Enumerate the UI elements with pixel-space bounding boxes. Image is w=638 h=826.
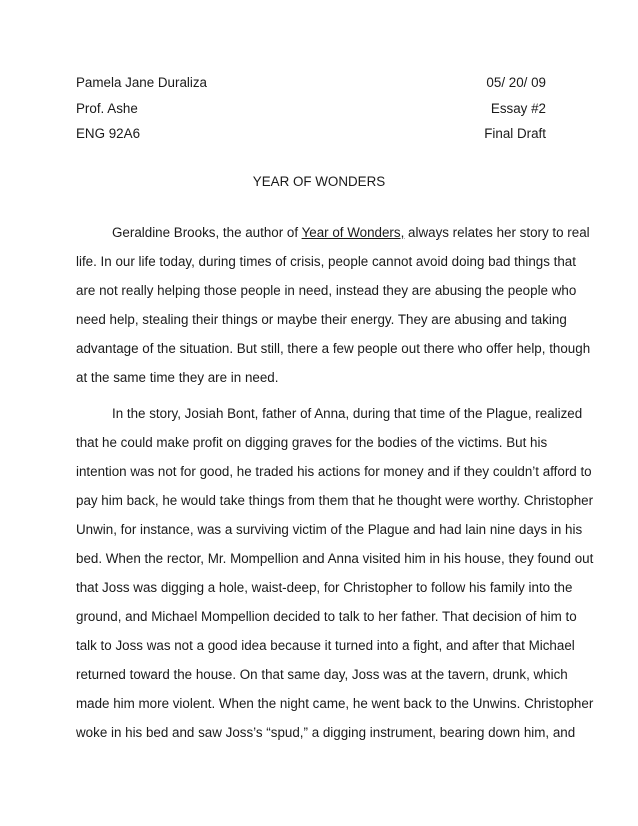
paragraph-line: made him more violent. When the night came, he went back to the Unwins. Christopher [76,696,594,711]
paragraph-line: talk to Joss was not a good idea because it turned into a fight, and after that Michael [76,638,575,653]
paragraph-line: ground, and Michael Mompellion decided to talk to her father. That decision of him to [76,609,577,624]
essay-number: Essay #2 [490,101,546,116]
paragraph-line: are not really helping those people in need, instead they are abusing the people who [76,283,577,298]
paragraph-line: that Joss was digging a hole, waist-deep, for Christopher to follow his family into the [76,580,573,595]
book-title: Year of Wonders, [301,225,405,240]
text-run: Geraldine Brooks, the author of [112,225,302,240]
course-code: ENG 92A6 [76,126,141,141]
paragraph-line: at the same time they are in need. [76,370,279,385]
text-run: always relates her story to real [404,225,590,240]
paragraph-line: intention was not for good, he traded his actions for money and if they couldn’t afford to [76,464,592,479]
author-name: Pamela Jane Duraliza [76,75,207,90]
paragraph-line: advantage of the situation. But still, there a few people out there who offer help, though [76,341,591,356]
draft-label: Final Draft [484,126,546,141]
paragraph-line: that he could make profit on digging graves for the bodies of the victims. But his [76,435,548,450]
paragraph-line [112,225,590,241]
paragraph-line: pay him back, he would take things from them that he thought were worthy. Christopher [76,493,594,508]
professor-name: Prof. Ashe [76,101,138,116]
essay-date: 05/ 20/ 09 [486,75,546,90]
paragraph-line: need help, stealing their things or maybe their energy. They are abusing and taking [76,312,567,327]
paragraph-line: In the story, Josiah Bont, father of Anna, during that time of the Plague, realized [112,406,583,421]
paragraph-line: Unwin, for instance, was a surviving victim of the Plague and had lain nine days in his [76,522,583,537]
essay-title: YEAR OF WONDERS [252,174,386,189]
paragraph-line: woke in his bed and saw Joss’s “spud,” a digging instrument, bearing down him, and [76,725,576,740]
paragraph-line: life. In our life today, during times of crisis, people cannot avoid doing bad things that [76,254,576,269]
paragraph-line: bed. When the rector, Mr. Mompellion and Anna visited him in his house, they found out [76,551,594,566]
paragraph-line: returned toward the house. On that same day, Joss was at the tavern, drunk, which [76,667,568,682]
